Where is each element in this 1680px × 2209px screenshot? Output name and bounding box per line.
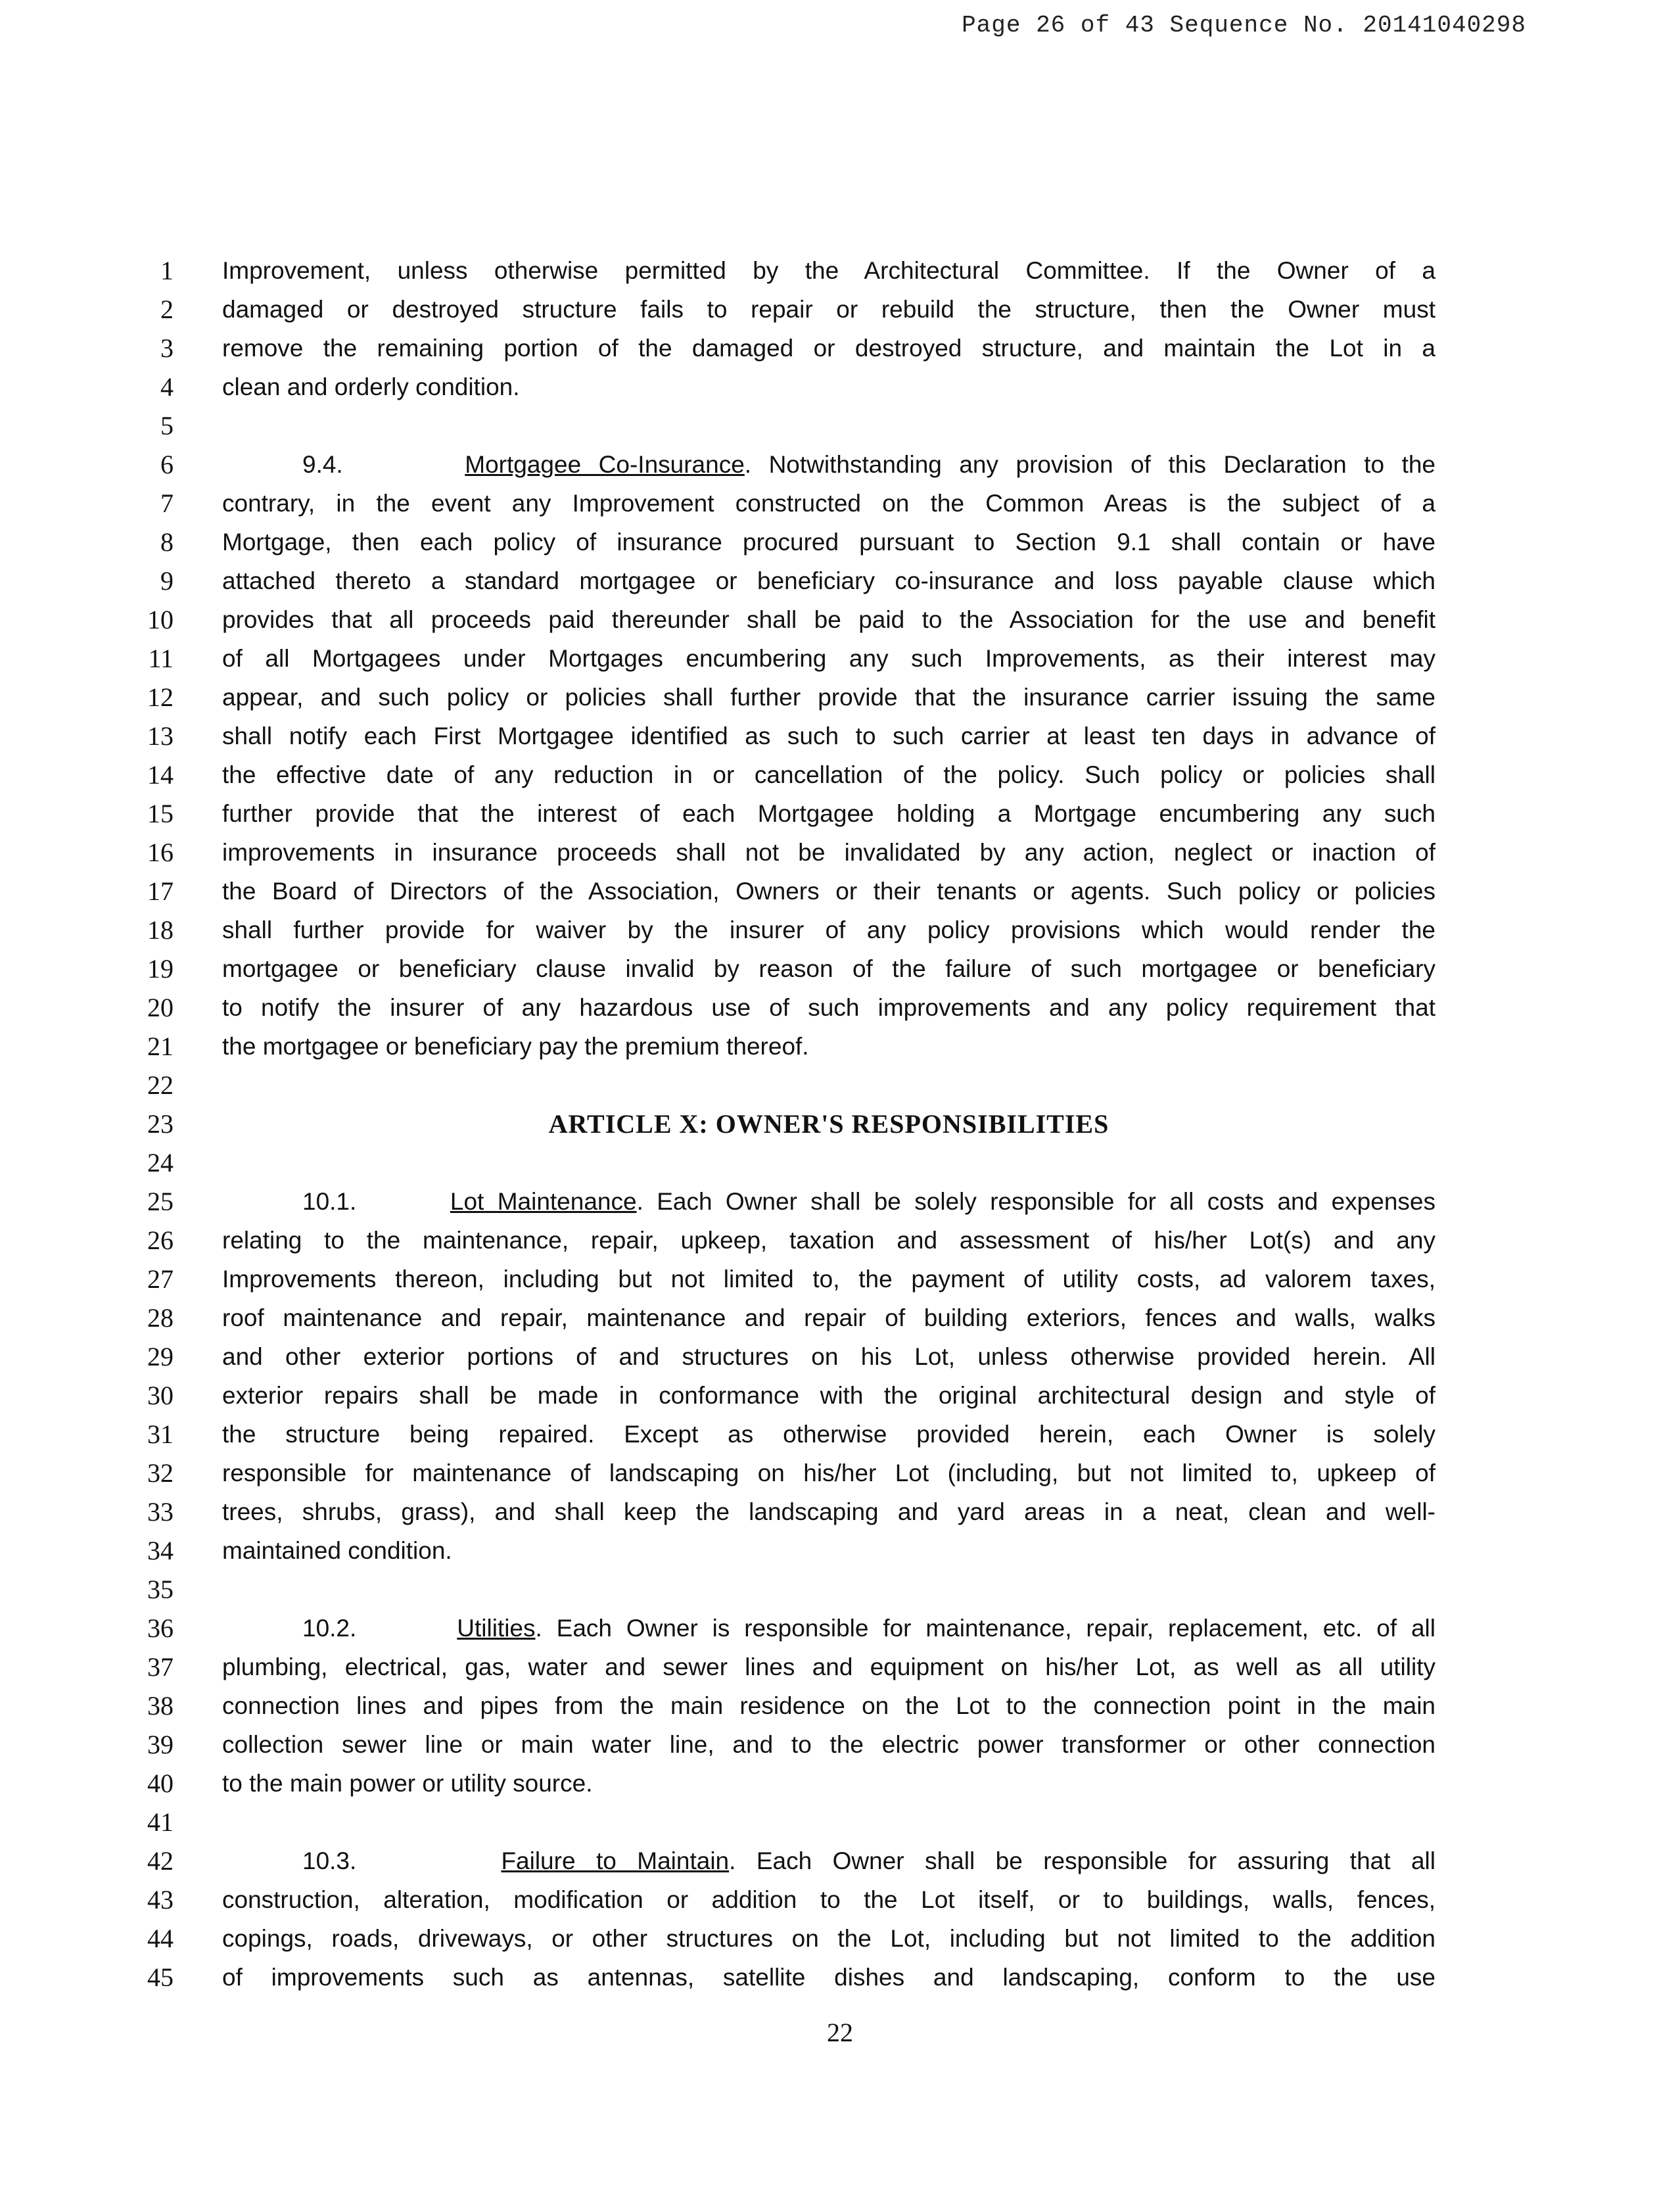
body-text-line: Mortgage, then each policy of insurance procured pursuant to Section 9.1 shall contain or have bbox=[222, 529, 1435, 556]
text-line bbox=[0, 1570, 1680, 1609]
section-title: Lot Maintenance bbox=[450, 1188, 637, 1215]
line-number: 30 bbox=[147, 1381, 174, 1410]
text-line bbox=[0, 445, 1680, 484]
line-number: 28 bbox=[147, 1303, 174, 1333]
text-line bbox=[0, 1609, 1680, 1648]
text-line bbox=[0, 1764, 1680, 1803]
text-line bbox=[0, 1182, 1680, 1221]
line-number: 40 bbox=[147, 1769, 174, 1798]
body-text-line: the structure being repaired. Except as otherwise provided herein, each Owner is solely bbox=[222, 1421, 1435, 1448]
text-line bbox=[0, 484, 1680, 523]
body-text-line: shall notify each First Mortgagee identified as such to such carrier at least ten days in advance of bbox=[222, 723, 1435, 749]
text-line bbox=[0, 1492, 1680, 1531]
text-line bbox=[0, 406, 1680, 445]
body-text-line: provides that all proceeds paid thereunder shall be paid to the Association for the use and benefit bbox=[222, 606, 1435, 633]
body-text-line: mortgagee or beneficiary clause invalid by reason of the failure of such mortgagee or beneficiary bbox=[222, 955, 1435, 982]
body-text-line: contrary, in the event any Improvement constructed on the Common Areas is the subject of a bbox=[222, 490, 1435, 517]
text-line bbox=[0, 1958, 1680, 1997]
section-text: . Each Owner is responsible for maintenance, repair, replacement, etc. of all bbox=[535, 1615, 1435, 1642]
line-number: 25 bbox=[147, 1187, 174, 1216]
section-number: 9.4. bbox=[302, 451, 343, 478]
text-line bbox=[0, 523, 1680, 561]
text-line bbox=[0, 1260, 1680, 1298]
text-line bbox=[0, 755, 1680, 794]
article-heading: ARTICLE X: OWNER'S RESPONSIBILITIES bbox=[548, 1109, 1109, 1139]
line-number: 45 bbox=[147, 1962, 174, 1992]
body-text-line: copings, roads, driveways, or other structures on the Lot, including but not limited to the addition bbox=[222, 1925, 1435, 1952]
body-text-line: clean and orderly condition. bbox=[222, 373, 520, 400]
body-text-line: exterior repairs shall be made in conformance with the original architectural design and style of bbox=[222, 1382, 1435, 1409]
section-title: Failure to Maintain bbox=[501, 1847, 730, 1874]
section-first-line bbox=[222, 1182, 1435, 1221]
body-text-line: plumbing, electrical, gas, water and sewer lines and equipment on his/her Lot, as well as all utility bbox=[222, 1653, 1435, 1680]
line-number: 6 bbox=[160, 450, 174, 479]
text-line bbox=[0, 1531, 1680, 1570]
line-number: 24 bbox=[147, 1148, 174, 1177]
body-text-line: trees, shrubs, grass), and shall keep the landscaping and yard areas in a neat, clean and well- bbox=[222, 1498, 1435, 1525]
line-number: 41 bbox=[147, 1807, 174, 1837]
page-number: 22 bbox=[827, 2018, 853, 2047]
text-line bbox=[0, 949, 1680, 988]
text-line bbox=[0, 872, 1680, 911]
text-line bbox=[0, 1686, 1680, 1725]
text-line bbox=[0, 1454, 1680, 1492]
line-number: 8 bbox=[160, 527, 174, 557]
line-number: 32 bbox=[147, 1458, 174, 1488]
section-first-line bbox=[222, 1841, 1435, 1880]
line-number: 18 bbox=[147, 915, 174, 945]
body-text-line: the effective date of any reduction in or cancellation of the policy. Such policy or policies shall bbox=[222, 761, 1435, 788]
body-text-line: attached thereto a standard mortgagee or beneficiary co-insurance and loss payable clause which bbox=[222, 567, 1435, 594]
body-text-line: Improvements thereon, including but not limited to, the payment of utility costs, ad valorem taxes, bbox=[222, 1266, 1435, 1293]
text-line bbox=[0, 1415, 1680, 1454]
line-number: 34 bbox=[147, 1536, 174, 1565]
line-number: 27 bbox=[147, 1264, 174, 1294]
body-text-line: further provide that the interest of each Mortgagee holding a Mortgage encumbering any such bbox=[222, 800, 1435, 827]
text-line bbox=[0, 251, 1680, 290]
line-number: 20 bbox=[147, 993, 174, 1022]
text-line bbox=[0, 911, 1680, 949]
line-number: 31 bbox=[147, 1419, 174, 1449]
body-text-line: roof maintenance and repair, maintenance and repair of building exteriors, fences and walls, walks bbox=[222, 1304, 1435, 1331]
line-number: 35 bbox=[147, 1575, 174, 1604]
section-text: . Each Owner shall be solely responsible for all costs and expenses bbox=[636, 1188, 1435, 1215]
text-line bbox=[0, 1298, 1680, 1337]
text-line bbox=[0, 368, 1680, 406]
section-first-line bbox=[222, 1609, 1435, 1648]
line-number: 43 bbox=[147, 1885, 174, 1914]
text-line bbox=[0, 1803, 1680, 1841]
line-number: 26 bbox=[147, 1225, 174, 1255]
body-text-line: improvements in insurance proceeds shall not be invalidated by any action, neglect or inaction of bbox=[222, 839, 1435, 866]
section-text: . Each Owner shall be responsible for assuring that all bbox=[729, 1847, 1435, 1874]
text-line bbox=[0, 1337, 1680, 1376]
line-number: 12 bbox=[147, 682, 174, 712]
text-line bbox=[0, 988, 1680, 1027]
body-text-line: relating to the maintenance, repair, upkeep, taxation and assessment of his/her Lot(s) and any bbox=[222, 1227, 1435, 1254]
line-number: 15 bbox=[147, 799, 174, 828]
text-line bbox=[0, 329, 1680, 368]
line-number: 11 bbox=[148, 644, 174, 673]
body-text-line: to the main power or utility source. bbox=[222, 1770, 593, 1797]
line-number: 42 bbox=[147, 1846, 174, 1876]
section-title: Utilities bbox=[457, 1615, 536, 1642]
text-line bbox=[0, 794, 1680, 833]
line-number: 29 bbox=[147, 1342, 174, 1371]
body-text-line: maintained condition. bbox=[222, 1537, 452, 1564]
body-text-line: appear, and such policy or policies shall further provide that the insurance carrier issuing the same bbox=[222, 684, 1435, 711]
text-line bbox=[0, 1841, 1680, 1880]
line-number: 21 bbox=[147, 1032, 174, 1061]
line-number: 22 bbox=[147, 1070, 174, 1100]
section-first-line bbox=[222, 445, 1435, 484]
text-line bbox=[0, 290, 1680, 329]
body-text-line: damaged or destroyed structure fails to repair or rebuild the structure, then the Owner must bbox=[222, 296, 1435, 323]
section-number: 10.3. bbox=[302, 1847, 357, 1874]
text-line bbox=[0, 1104, 1680, 1143]
text-line bbox=[0, 1027, 1680, 1066]
body-text-line: shall further provide for waiver by the insurer of any policy provisions which would render the bbox=[222, 916, 1435, 943]
body-text-line: and other exterior portions of and structures on his Lot, unless otherwise provided herein. All bbox=[222, 1343, 1435, 1370]
text-line bbox=[0, 1376, 1680, 1415]
line-number: 7 bbox=[160, 488, 174, 518]
line-number: 37 bbox=[147, 1652, 174, 1682]
body-text-line: connection lines and pipes from the main residence on the Lot to the connection point in the main bbox=[222, 1692, 1435, 1719]
line-number: 39 bbox=[147, 1730, 174, 1759]
text-line bbox=[0, 561, 1680, 600]
body-text-line: the mortgagee or beneficiary pay the premium thereof. bbox=[222, 1033, 809, 1060]
line-number: 44 bbox=[147, 1924, 174, 1953]
text-line bbox=[0, 600, 1680, 639]
body-text-line: of all Mortgagees under Mortgages encumbering any such Improvements, as their interest may bbox=[222, 645, 1435, 672]
line-number: 23 bbox=[147, 1109, 174, 1139]
line-number: 16 bbox=[147, 838, 174, 867]
text-line bbox=[0, 1221, 1680, 1260]
line-number: 33 bbox=[147, 1497, 174, 1527]
line-number: 14 bbox=[147, 760, 174, 790]
body-text-line: Improvement, unless otherwise permitted by the Architectural Committee. If the Owner of a bbox=[222, 257, 1435, 284]
text-line bbox=[0, 1880, 1680, 1919]
line-number: 1 bbox=[160, 256, 174, 285]
line-number: 2 bbox=[160, 295, 174, 324]
line-number: 17 bbox=[147, 876, 174, 906]
body-text-line: of improvements such as antennas, satellite dishes and landscaping, conform to the use bbox=[222, 1964, 1435, 1991]
text-line bbox=[0, 717, 1680, 755]
text-line bbox=[0, 639, 1680, 678]
line-number: 9 bbox=[160, 566, 174, 596]
line-number: 5 bbox=[160, 411, 174, 440]
text-line bbox=[0, 1725, 1680, 1764]
line-number: 3 bbox=[160, 333, 174, 363]
text-line bbox=[0, 1143, 1680, 1182]
body-text-line: the Board of Directors of the Association, Owners or their tenants or agents. Such policy or policies bbox=[222, 878, 1435, 905]
text-line bbox=[0, 833, 1680, 872]
body-text-line: responsible for maintenance of landscaping on his/her Lot (including, but not limited to, upkeep of bbox=[222, 1460, 1435, 1486]
text-line bbox=[0, 1648, 1680, 1686]
line-number: 19 bbox=[147, 954, 174, 984]
body-text-line: collection sewer line or main water line, and to the electric power transformer or other connection bbox=[222, 1731, 1435, 1758]
line-number: 4 bbox=[160, 372, 174, 402]
line-number: 13 bbox=[147, 721, 174, 751]
body-text-line: remove the remaining portion of the damaged or destroyed structure, and maintain the Lot in a bbox=[222, 335, 1435, 362]
text-line bbox=[0, 678, 1680, 717]
text-line bbox=[0, 1066, 1680, 1104]
page-header: Page 26 of 43 Sequence No. 20141040298 bbox=[962, 12, 1526, 39]
text-line bbox=[0, 1919, 1680, 1958]
line-number: 38 bbox=[147, 1691, 174, 1721]
line-number: 36 bbox=[147, 1613, 174, 1643]
body-text-line: to notify the insurer of any hazardous use of such improvements and any policy requirement that bbox=[222, 994, 1435, 1021]
section-title: Mortgagee Co-Insurance bbox=[465, 451, 745, 478]
section-number: 10.1. bbox=[302, 1188, 357, 1215]
section-text: . Notwithstanding any provision of this Declaration to the bbox=[744, 451, 1436, 478]
line-number: 10 bbox=[147, 605, 174, 634]
body-text-line: construction, alteration, modification or addition to the Lot itself, or to buildings, walls, fences, bbox=[222, 1886, 1435, 1913]
section-number: 10.2. bbox=[302, 1615, 357, 1642]
